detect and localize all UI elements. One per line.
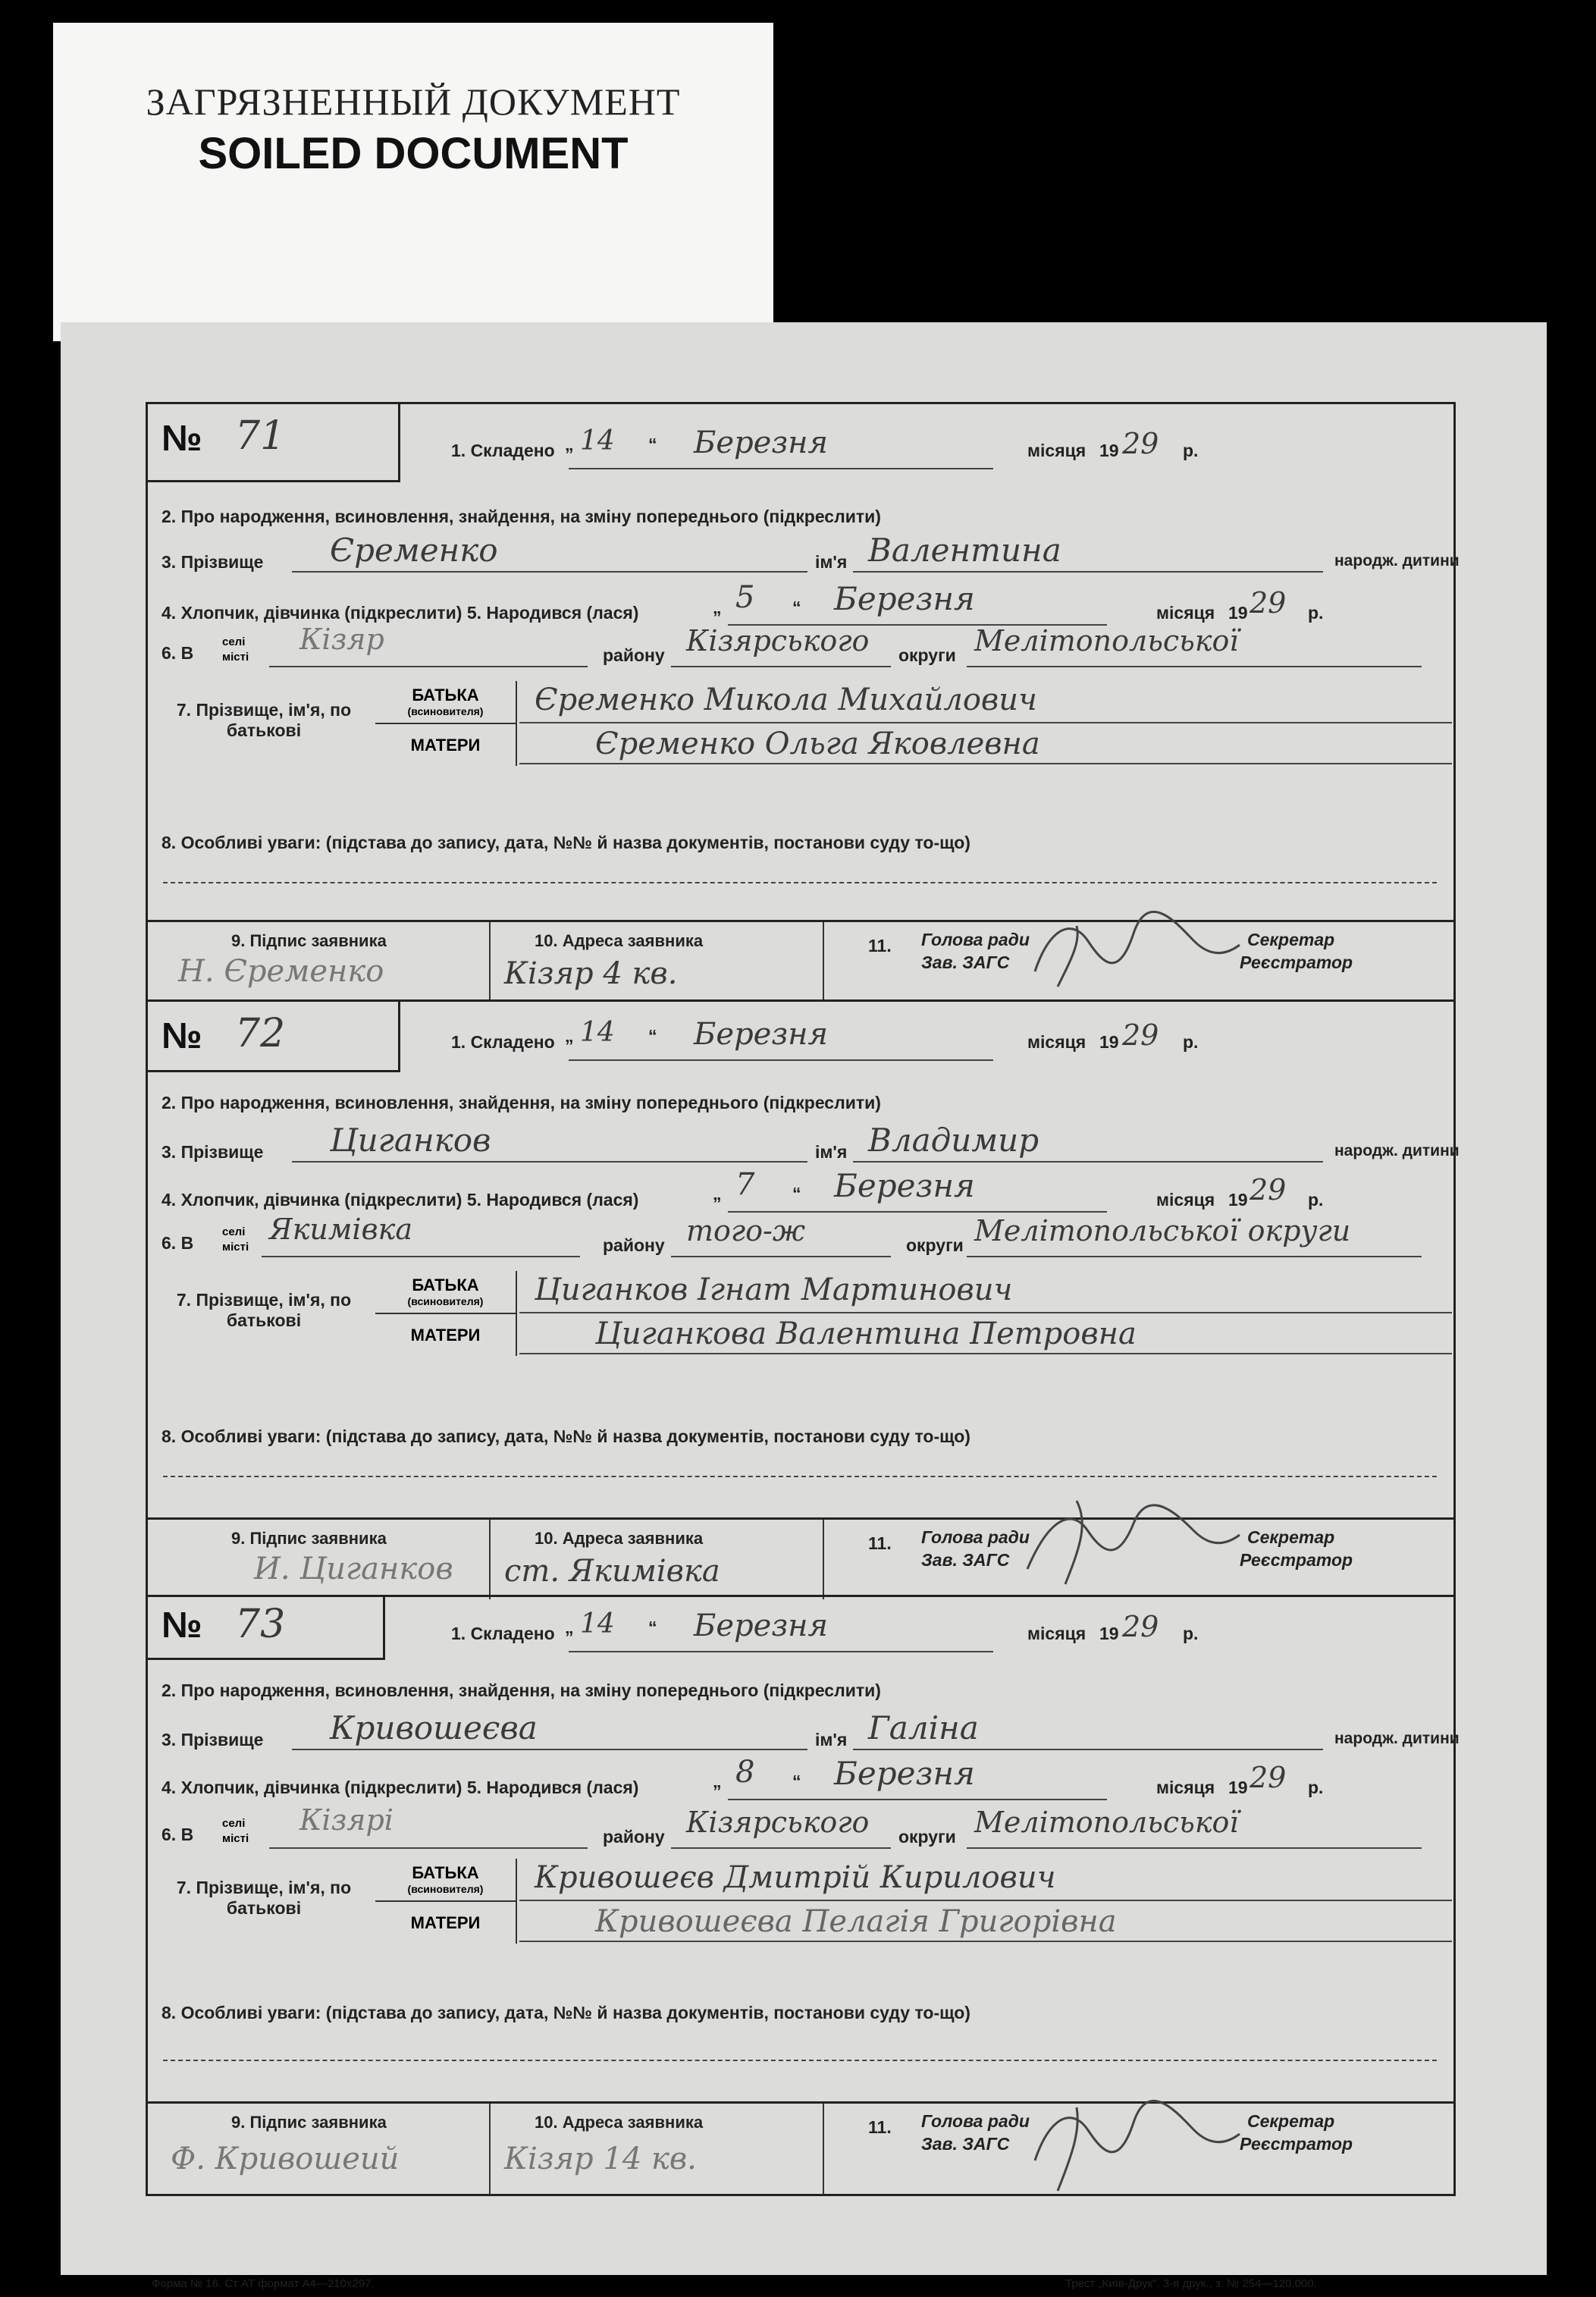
secretary-title: Секретар (1247, 1527, 1335, 1547)
number-sign: № (161, 419, 202, 459)
line2-label: 2. Про народження, всиновлення, знайдення, на зміну попереднього (підкреслити) (161, 1680, 881, 1700)
birth-place: Кізяр (299, 623, 384, 656)
child-name: Валентина (868, 532, 1061, 569)
born-day: 7 (735, 1167, 755, 1202)
head-title: Голова ради (921, 930, 1030, 949)
record-number: 73 (235, 1602, 286, 1647)
birth-district: того-ж (686, 1214, 806, 1247)
mother-name: Кривошеєва Пелагія Григорівна (595, 1904, 1117, 1939)
birth-district: Кізярського (686, 624, 870, 657)
child-surname: Єременко (330, 532, 498, 569)
village-label: селі (222, 635, 246, 648)
city-label: місті (222, 1832, 249, 1845)
applicant-address-cell (489, 922, 824, 1002)
district-label: району (603, 1827, 665, 1847)
composed-year: 29 (1122, 1018, 1159, 1052)
footer-printer-info: Трест „Київ-Друк". 3-я друк., з. № 254—120.000. (1065, 2277, 1317, 2290)
records-frame (146, 402, 1460, 2290)
year-suffix-2: р. (1308, 1778, 1324, 1797)
okrug-label: округи (906, 1235, 964, 1255)
composed-month: Березня (694, 1017, 828, 1052)
register-sheet (61, 322, 1547, 2290)
child-surname: Циганков (330, 1122, 491, 1159)
applicant-signature-cell (148, 922, 491, 1002)
number-sign: № (161, 1016, 202, 1056)
applicant-signature: Н. Єременко (178, 954, 384, 989)
record-number-box (148, 404, 400, 482)
composed-day: 14 (580, 425, 615, 457)
born-day: 5 (735, 580, 755, 615)
head-number: 11. (868, 936, 892, 956)
year-suffix-2: р. (1308, 603, 1324, 623)
applicant-addr-label: 10. Адреса заявника (535, 1529, 704, 1548)
head-number: 11. (868, 1533, 892, 1553)
zags-title: Зав. ЗАГС (921, 1550, 1010, 1570)
child-label: народж. дитини (1334, 552, 1460, 570)
composed-label: 1. Складено (451, 1032, 555, 1052)
surname-label: 3. Прізвище (161, 1730, 264, 1749)
notice-russian: ЗАГРЯЗНЕННЫЙ ДОКУМЕНТ (146, 80, 681, 123)
born-year: 29 (1250, 586, 1287, 620)
applicant-addr-label: 10. Адреса заявника (535, 931, 704, 950)
notes-label: 8. Особливі уваги: (підстава до запису, дата, №№ й назва документів, постанови суду то-що) (161, 1426, 970, 1446)
head-number: 11. (868, 2117, 892, 2137)
signature-row (148, 1517, 1453, 1599)
name-label: ім'я (815, 1142, 848, 1162)
official-signature (1005, 1478, 1247, 1592)
applicant-addr-label: 10. Адреса заявника (535, 2113, 704, 2132)
applicant-sig-label: 9. Підпис заявника (231, 931, 387, 950)
head-title: Голова ради (921, 1527, 1030, 1547)
registrar-title: Реєстратор (1240, 1550, 1353, 1570)
head-title: Голова ради (921, 2111, 1030, 2131)
parents-label: 7. Прізвище, ім'я, по батькові (176, 700, 352, 740)
composed-day: 14 (580, 1608, 615, 1640)
boy-girl-label: 4. Хлопчик, дівчинка (підкреслити) 5. Народився (лася) (161, 1190, 639, 1210)
child-name: Владимир (868, 1122, 1039, 1159)
born-day: 8 (735, 1755, 755, 1790)
record-number-box (148, 1597, 385, 1660)
notice-english: SOILED DOCUMENT (198, 129, 629, 178)
composed-month: Березня (694, 425, 828, 460)
mother-name: Циганкова Валентина Петровна (595, 1316, 1137, 1351)
applicant-address-cell (489, 2104, 824, 2195)
number-sign: № (161, 1605, 202, 1646)
father-sub-label: (всиновителя) (407, 1883, 484, 1895)
father-label: БАТЬКА (412, 686, 479, 704)
applicant-signature-cell (148, 1520, 491, 1599)
mother-header (375, 724, 517, 766)
year-prefix-2: 19 (1228, 1778, 1248, 1797)
in-label: 6. В (161, 1233, 194, 1253)
composed-month: Березня (694, 1608, 828, 1643)
line2-label: 2. Про народження, всиновлення, знайдення, на зміну попереднього (підкреслити) (161, 507, 881, 526)
mother-label: МАТЕРИ (410, 1913, 481, 1932)
name-label: ім'я (815, 552, 848, 572)
village-label: селі (222, 1225, 246, 1238)
parents-label: 7. Прізвище, ім'я, по батькові (176, 1290, 352, 1330)
year-prefix: 19 (1099, 441, 1119, 460)
in-label: 6. В (161, 643, 194, 663)
mother-label: МАТЕРИ (410, 736, 481, 755)
boy-girl-label: 4. Хлопчик, дівчинка (підкреслити) 5. Народився (лася) (161, 603, 639, 623)
birth-district: Кізярського (686, 1806, 870, 1839)
child-label: народж. дитини (1334, 1730, 1460, 1747)
applicant-address: Кізяр 14 кв. (504, 2142, 697, 2176)
registrar-title: Реєстратор (1240, 2134, 1353, 2154)
applicant-sig-label: 9. Підпис заявника (231, 1529, 387, 1548)
composed-day: 14 (580, 1017, 615, 1048)
month-label-2: місяця (1156, 1190, 1215, 1210)
year-suffix-2: р. (1308, 1190, 1324, 1210)
secretary-title: Секретар (1247, 930, 1335, 949)
month-label-2: місяця (1156, 1778, 1215, 1797)
year-suffix: р. (1183, 1624, 1199, 1643)
year-prefix-2: 19 (1228, 1190, 1248, 1210)
father-header (375, 1859, 517, 1902)
father-header (375, 1271, 517, 1314)
village-label: селі (222, 1817, 246, 1830)
record-73: № 73 1. Складено „ 14 “ Березня місяця 19 29 р. 2. Про народження, всиновлення, знайдення, на зміну попереднього (підкреслити) 3. Прізвище Кривошеєва ім'я Галіна народж. дитини 4. Хлопчик, дівчинка (підкреслити) 5. Народився (лася) „ 8 “ Березня місяця 19 29 р. 6. В селі місті Кізярі району Кізярського округи Мелітопольської БАТЬКА (всиновителя) МАТЕРИ Кривошеєв Дмитрій Кирилович Кривошеєва Пелагія Григорівна 7. Прізвище, ім'я, по батькові 8. Особливі уваги: (підстава до запису, дата, №№ й назва документів, постанови суду то-що) 9. Підпис заявника Ф. Кривошеий 10. Адреса заявника Кізяр 14 кв. 11. Голова ради Зав. ЗАГС Секретар Реєстратор (148, 1595, 1453, 2192)
surname-label: 3. Прізвище (161, 1142, 264, 1162)
father-name: Єременко Микола Михайлович (535, 683, 1037, 717)
year-prefix: 19 (1099, 1032, 1119, 1052)
month-label: місяця (1027, 441, 1086, 460)
year-prefix-2: 19 (1228, 603, 1248, 623)
month-label: місяця (1027, 1624, 1086, 1643)
parents-label: 7. Прізвище, ім'я, по батькові (176, 1878, 352, 1918)
record-number: 71 (235, 413, 286, 459)
birth-okrug: Мелітопольської округи (974, 1214, 1351, 1247)
child-surname: Кривошеєва (330, 1709, 538, 1746)
year-suffix: р. (1183, 1032, 1199, 1052)
registrar-title: Реєстратор (1240, 952, 1353, 972)
mother-header (375, 1902, 517, 1944)
boy-girl-label: 4. Хлопчик, дівчинка (підкреслити) 5. Народився (лася) (161, 1778, 639, 1797)
year-prefix: 19 (1099, 1624, 1119, 1643)
father-name: Кривошеєв Дмитрій Кирилович (535, 1860, 1056, 1895)
line2-label: 2. Про народження, всиновлення, знайдення, на зміну попереднього (підкреслити) (161, 1093, 881, 1112)
birth-place: Кізярі (299, 1803, 394, 1837)
child-label: народж. дитини (1334, 1142, 1460, 1159)
record-71: № 71 1. Складено „ 14 “ Березня місяця 19 29 р. 2. Про народження, всиновлення, знайдення, на зміну попереднього (підкреслити) 3. Прізвище Єременко ім'я Валентина народж. дитини 4. Хлопчик, дівчинка (підкреслити) 5. Народився (лася) „ 5 “ Березня місяця 19 29 р. 6. В селі місті Кізяр району Кізярського округи Мелітопольської БАТЬКА (всиновителя) МАТЕРИ Єременко Микола Михайлович Єременко Ольга Яковлевна 7. Прізвище, ім'я, по батькові 8. Особливі уваги: (підстава до запису, дата, №№ й назва документів, постанови суду то-що) 9. Підпис заявника Н. Єременко 10. Адреса заявника Кізяр 4 кв. 11. Голова ради Зав. ЗАГС Секретар Реєстратор (148, 404, 1453, 999)
applicant-address: Кізяр 4 кв. (504, 956, 678, 991)
born-month: Березня (834, 580, 975, 617)
signature-row (148, 2101, 1453, 2195)
notes-label: 8. Особливі уваги: (підстава до запису, дата, №№ й назва документів, постанови суду то-що) (161, 833, 970, 852)
mother-label: МАТЕРИ (410, 1326, 481, 1345)
composed-label: 1. Складено (451, 441, 555, 460)
signature-row (148, 920, 1453, 1002)
born-year: 29 (1250, 1761, 1287, 1794)
father-sub-label: (всиновителя) (407, 705, 484, 717)
city-label: місті (222, 1241, 249, 1254)
father-label: БАТЬКА (412, 1863, 479, 1882)
father-header (375, 681, 517, 724)
father-label: БАТЬКА (412, 1276, 479, 1294)
city-label: місті (222, 651, 249, 664)
district-label: району (603, 1235, 665, 1255)
mother-name: Єременко Ольга Яковлевна (595, 726, 1040, 761)
secretary-title: Секретар (1247, 2111, 1335, 2131)
okrug-label: округи (898, 1827, 956, 1847)
born-year: 29 (1250, 1173, 1287, 1207)
born-month: Березня (834, 1755, 975, 1792)
name-label: ім'я (815, 1730, 848, 1749)
official-signature (1005, 2092, 1247, 2195)
footer-form-info: Форма № 16. Ст АТ формат А4—210x297. (152, 2277, 375, 2290)
father-sub-label: (всиновителя) (407, 1295, 484, 1307)
applicant-signature-cell (148, 2104, 491, 2195)
birth-place: Якимівка (269, 1213, 412, 1246)
zags-title: Зав. ЗАГС (921, 952, 1010, 972)
year-suffix: р. (1183, 441, 1199, 460)
applicant-address: ст. Якимівка (504, 1554, 720, 1589)
district-label: району (603, 645, 665, 665)
composed-year: 29 (1122, 1610, 1159, 1643)
record-number: 72 (235, 1011, 286, 1056)
month-label-2: місяця (1156, 603, 1215, 623)
zags-title: Зав. ЗАГС (921, 2134, 1010, 2154)
composed-label: 1. Складено (451, 1624, 555, 1643)
father-name: Циганков Ігнат Мартинович (535, 1272, 1013, 1307)
okrug-label: округи (898, 645, 956, 665)
birth-okrug: Мелітопольської (974, 1806, 1239, 1839)
record-72: № 72 1. Складено „ 14 “ Березня місяця 19 29 р. 2. Про народження, всиновлення, знайдення, на зміну попереднього (підкреслити) 3. Прізвище Циганков ім'я Владимир народж. дитини 4. Хлопчик, дівчинка (підкреслити) 5. Народився (лася) „ 7 “ Березня місяця 19 29 р. 6. В селі місті Якимівка району того-ж округи Мелітопольської округи БАТЬКА (всиновителя) МАТЕРИ Циганков Ігнат Мартинович Циганкова Валентина Петровна 7. Прізвище, ім'я, по батькові 8. Особливі уваги: (підстава до запису, дата, №№ й назва документів, постанови суду то-що) 9. Підпис заявника И. Циганков 10. Адреса заявника ст. Якимівка 11. Голова ради Зав. ЗАГС Секретар Реєстратор (148, 999, 1453, 1597)
record-number-box (148, 1002, 400, 1072)
born-month: Березня (834, 1167, 975, 1204)
composed-year: 29 (1122, 427, 1159, 460)
applicant-address-cell (489, 1520, 824, 1599)
applicant-signature: И. Циганков (254, 1552, 453, 1586)
official-signature (1005, 911, 1247, 994)
month-label: місяця (1027, 1032, 1086, 1052)
soiled-document-notice (53, 23, 773, 341)
mother-header (375, 1314, 517, 1356)
applicant-signature: Ф. Кривошеий (171, 2142, 400, 2176)
birth-okrug: Мелітопольської (974, 624, 1239, 657)
in-label: 6. В (161, 1825, 194, 1844)
notes-label: 8. Особливі уваги: (підстава до запису, дата, №№ й назва документів, постанови суду то-що) (161, 2003, 970, 2022)
applicant-sig-label: 9. Підпис заявника (231, 2113, 387, 2132)
child-name: Галіна (868, 1709, 979, 1746)
surname-label: 3. Прізвище (161, 552, 264, 572)
